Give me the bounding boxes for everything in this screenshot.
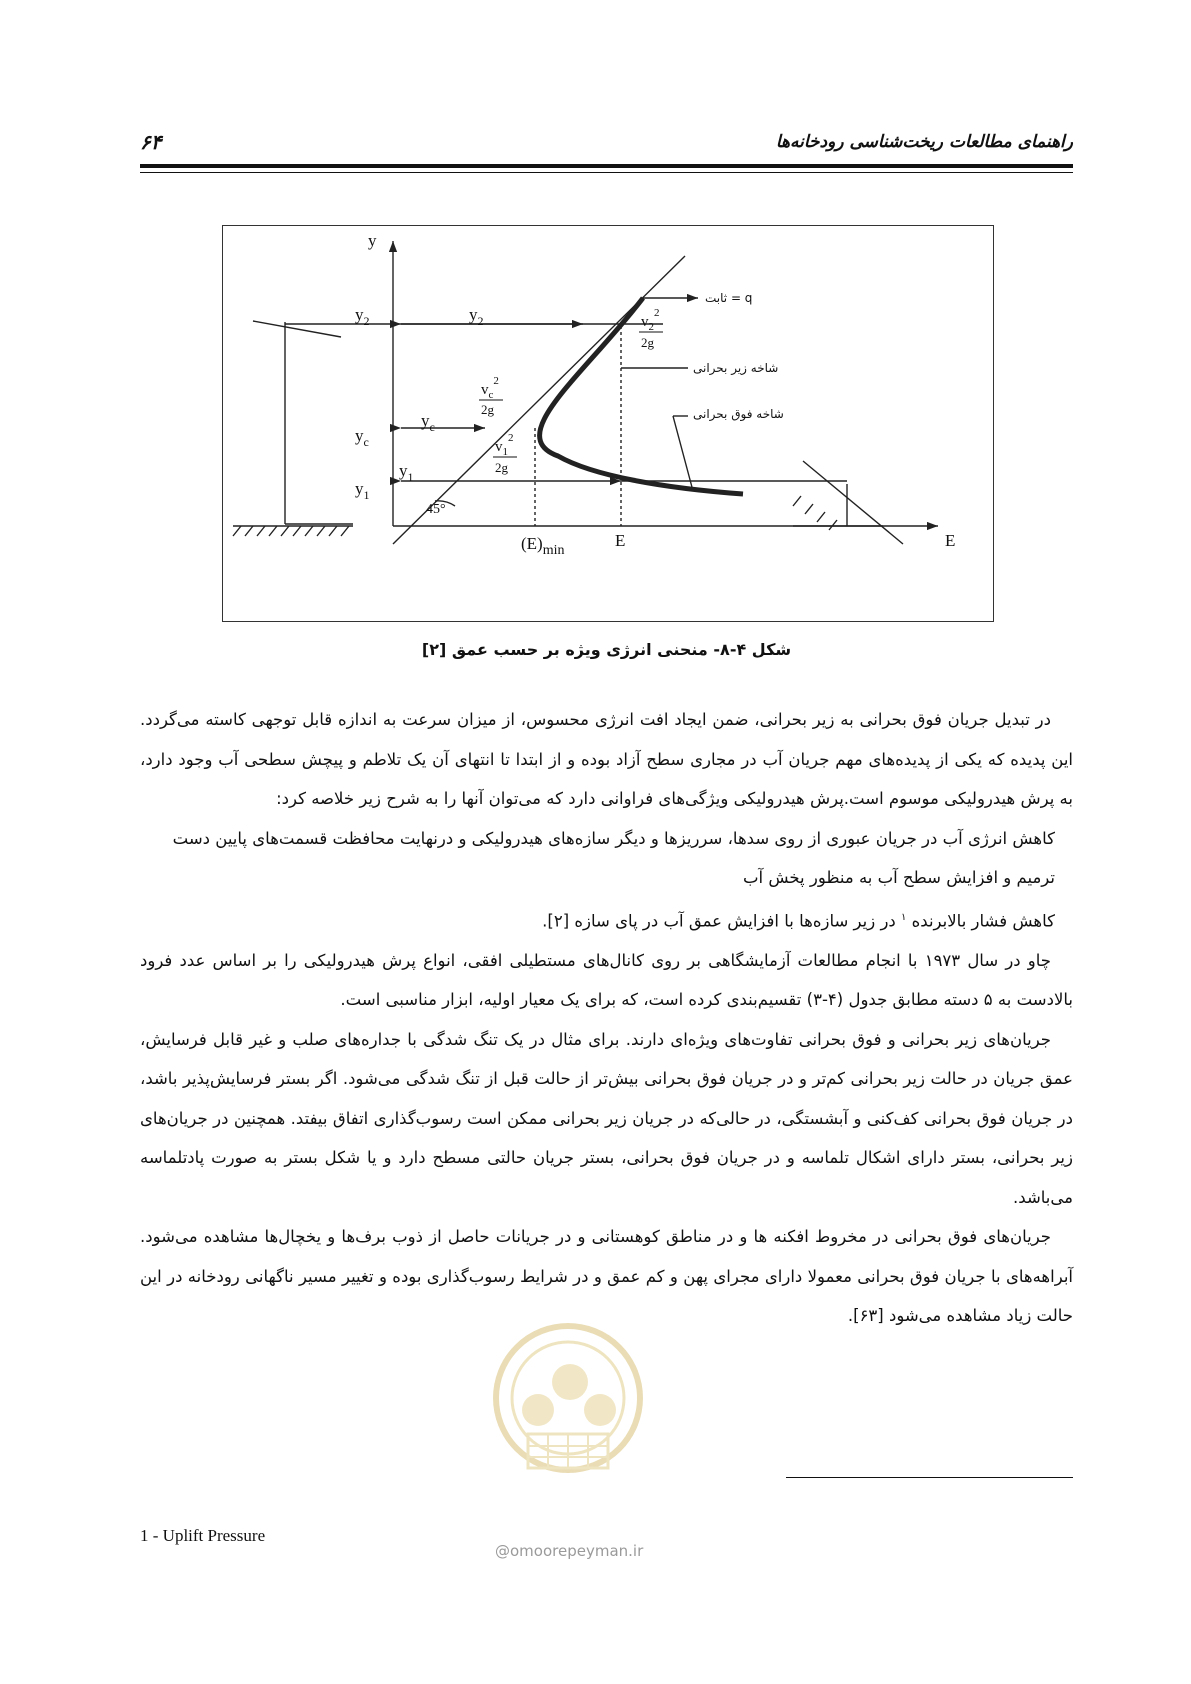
body-text	[140, 700, 1073, 1336]
y1-mid-label: $y_1$	[399, 461, 414, 484]
y2-left-label: $y_2$	[355, 305, 370, 328]
e-mark-label: E	[615, 531, 626, 550]
x-axis-label: E	[945, 531, 956, 550]
supercritical-branch-label: شاخه فوق بحرانی	[693, 407, 784, 421]
v2-term: $v_2^2$	[641, 307, 660, 333]
paragraph: جریان‌های فوق بحرانی در مخروط افکنه ها و در مناطق کوهستانی و در جریانات حاصل از ذوب برف‌ها و یخچال‌ها مشاهده می‌شود. آبراهه‌های با جریان فوق بحرانی معمولا دارای مجرای پهن و کم عمق و در شرایط رسوب‌گذاری بوده و تغییر مسیر ناگهانی رودخانه در این حالت زیاد مشاهده می‌شود [۶۳].	[140, 1227, 1073, 1325]
emin-label: $(E)_{min}$	[521, 534, 565, 558]
list-item: کاهش فشار بالابرنده $^۱$ در زیر سازه‌ها با افزایش عمق آب در پای سازه [۲].	[542, 911, 1055, 930]
watermark-url: @omoorepeyman.ir	[495, 1542, 644, 1560]
y2-mid-label: $y_2$	[469, 305, 484, 328]
running-title: راهنمای مطالعات ریخت‌شناسی رودخانه‌ها	[775, 132, 1073, 152]
energy-diagram	[223, 226, 993, 621]
footnote: 1 - Uplift Pressure	[140, 1526, 266, 1545]
footnote-rule	[786, 1477, 1073, 1478]
yc-left-label: $y_c$	[355, 426, 369, 449]
figure-specific-energy	[222, 225, 994, 622]
y-axis-label: y	[368, 231, 377, 250]
vc-term: $v_c^2$	[481, 375, 499, 401]
page-header	[140, 128, 1073, 168]
subcritical-branch-label: شاخه زیر بحرانی	[693, 361, 779, 375]
v2-denominator: 2g	[641, 335, 654, 350]
footnote-marker: ۱	[901, 911, 907, 923]
list-item: ترمیم و افزایش سطح آب به منظور پخش آب	[742, 868, 1055, 887]
watermark-seal	[488, 1318, 648, 1558]
paragraph: چاو در سال ۱۹۷۳ با انجام مطالعات آزمایشگاهی بر روی کانال‌های مستطیلی افقی، انواع پرش هیدرولیکی را بر اساس عدد فرود بالادست به ۵ دسته مطابق جدول (۴-۳) تقسیم‌بندی کرده است، که برای یک معیار اولیه، ابزار مناسبی است.	[140, 950, 1073, 1009]
angle-label: 45°	[426, 502, 446, 517]
y1-left-label: $y_1$	[355, 479, 370, 502]
page-number: ۶۴	[140, 130, 162, 154]
figure-caption: شکل ۴-۸- منحنی انرژی ویژه بر حسب عمق [۲]	[421, 640, 792, 659]
v1-denominator: 2g	[495, 460, 508, 475]
paragraph: در تبدیل جریان فوق بحرانی به زیر بحرانی، ضمن ایجاد افت انرژی محسوس، از میزان سرعت به اندازه قابل توجهی کاسته می‌گردد. این پدیده که یکی از پدیده‌های مهم جریان آب در مجاری سطح آزاد بوده و از ابتدا تا انتهای آن یک تلاطم و پیچش سطحی آب وجود دارد، به پرش هیدرولیکی موسوم است.پرش هیدرولیکی ویژگی‌های فراوانی دارد که می‌توان آنها را به شرح زیر خلاصه کرد:	[140, 710, 1073, 808]
yc-mid-label: $y_c$	[421, 411, 435, 434]
v1-term: $v_1^2$	[495, 432, 514, 458]
paragraph: جریان‌های زیر بحرانی و فوق بحرانی تفاوت‌های ویژه‌ای دارند. برای مثال در یک تنگ شدگی با جداره‌های صلب و غیر قابل فرسایش، عمق جریان در حالت زیر بحرانی کم‌تر و در جریان فوق بحرانی بیش‌تر از حالت قبل از تنگ شدگی می‌شود. اگر بستر فرسایش‌پذیر باشد، در جریان فوق بحرانی کف‌کنی و آبشستگی، در حالی‌که در جریان زیر بحرانی ممکن است رسوب‌گذاری اتفاق بیفتد. همچنین در جریان‌های زیر بحرانی، بستر دارای اشکال تلماسه و در جریان فوق بحرانی، بستر جریان حالتی مسطح دارد و یا شکل بستر به صورت پادتلماسه می‌باشد.	[140, 1029, 1073, 1207]
vc-denominator: 2g	[481, 402, 494, 417]
q-constant-label: ثابت = q	[705, 291, 753, 305]
list-item: کاهش انرژی آب در جریان عبوری از روی سدها، سرریزها و دیگر سازه‌های هیدرولیکی و درنهایت محافظت قسمت‌های پایین دست	[172, 828, 1055, 848]
